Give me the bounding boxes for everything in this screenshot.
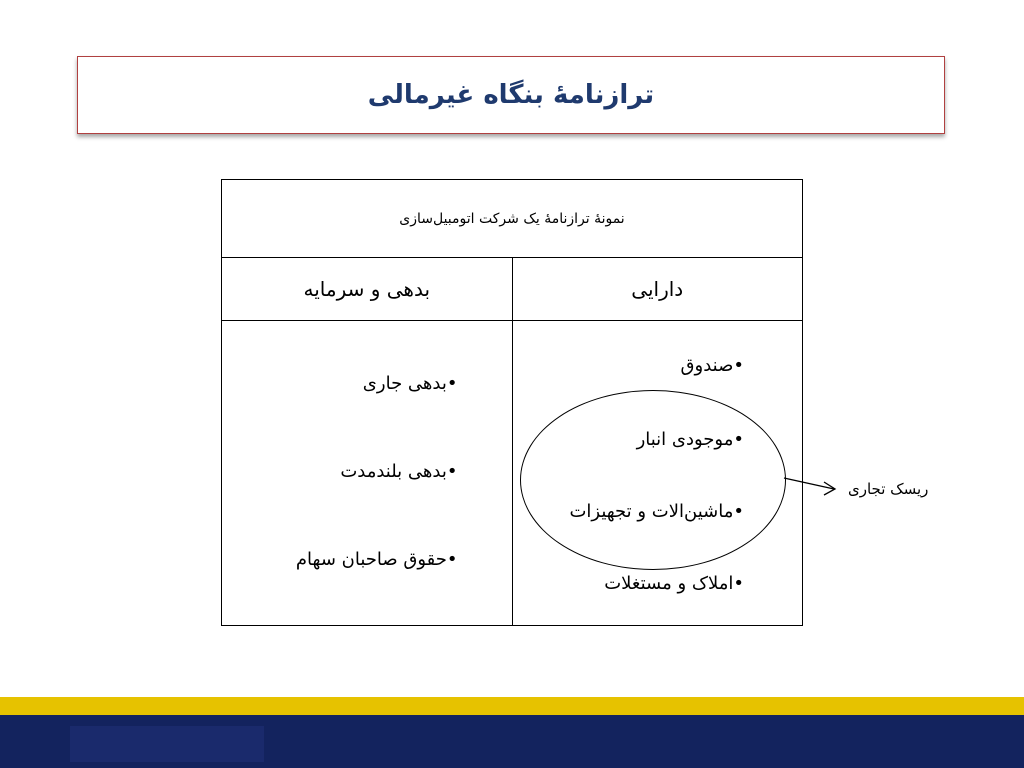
liability-item [363, 373, 458, 394]
asset-item [681, 355, 744, 376]
bullet-icon: • [446, 549, 458, 570]
liabilities-header: بدهی و سرمایه [222, 258, 513, 321]
bullet-icon: • [446, 373, 458, 394]
liability-item-label: حقوق صاحبان سهام [295, 549, 447, 570]
bullet-icon: • [446, 461, 458, 482]
balance-sheet-table [221, 179, 803, 626]
asset-item-label: ماشین‌الات و تجهیزات [569, 501, 734, 522]
bullet-icon: • [733, 429, 744, 450]
bullet-icon: • [733, 501, 744, 522]
arrow-icon [780, 470, 850, 510]
business-risk-label: ریسک تجاری [848, 480, 929, 498]
table-caption: نمونۀ ترازنامۀ یک شرکت اتومبیل‌سازی [222, 180, 803, 258]
bullet-icon: • [733, 355, 744, 376]
liability-item [296, 549, 458, 570]
footer-tab [70, 726, 264, 762]
assets-cell [512, 321, 803, 626]
asset-item [604, 573, 744, 594]
liability-item-label: بدهی بلندمدت [340, 461, 447, 482]
liabilities-cell [222, 321, 513, 626]
asset-item-label: موجودی انبار [636, 429, 734, 450]
liability-item-label: بدهی جاری [362, 373, 447, 394]
footer-gold-band [0, 697, 1024, 715]
asset-item-label: املاک و مستغلات [604, 573, 734, 594]
asset-item [569, 501, 744, 522]
slide-title: ترازنامۀ بنگاه غیرمالی [367, 80, 655, 110]
asset-item-label: صندوق [680, 355, 734, 376]
bullet-icon: • [733, 573, 744, 594]
asset-item [637, 429, 744, 450]
liability-item [340, 461, 457, 482]
assets-header: دارایی [512, 258, 803, 321]
slide-title-box [77, 56, 945, 134]
